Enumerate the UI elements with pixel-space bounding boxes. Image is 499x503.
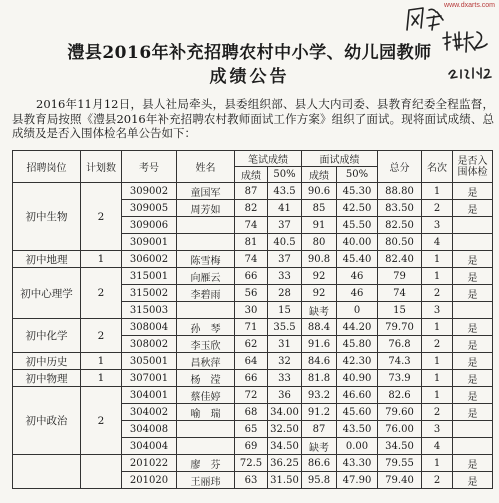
cell-name: 喻 瑞 [177,404,235,421]
header-written: 笔试成绩 [235,151,302,167]
cell-total: 74.3 [378,353,422,370]
notice-title: 澧县2016年补充招聘农村中小学、幼儿园教师 [67,43,432,63]
cell-pass: 是 [453,404,493,421]
cell-total: 80.50 [378,234,422,251]
cell-interview-score: 93.2 [302,387,337,404]
cell-written-score: 81 [235,234,268,251]
cell-interview-score: 91.6 [302,336,337,353]
cell-rank: 1 [422,183,453,200]
cell-exam-id: 304001 [122,387,177,404]
table-row [13,251,493,268]
cell-rank: 2 [422,336,453,353]
cell-total: 79.60 [378,404,422,421]
cell-name: 童国军 [177,183,235,200]
cell-interview-score: 缺考 [302,438,337,455]
cell-written-score: 87 [235,183,268,200]
cell-total: 82.40 [378,251,422,268]
cell-name: 周芳如 [177,200,235,217]
cell-pass [453,438,493,455]
cell-written-pct: 28 [268,285,302,302]
cell-interview-pct: 46 [337,268,378,285]
cell-name: 李碧雨 [177,285,235,302]
cell-name: 李玉欣 [177,336,235,353]
cell-total: 74 [378,285,422,302]
cell-written-pct: 32.50 [268,421,302,438]
header-interview-pct: 50% [337,167,378,183]
cell-pass: 是 [453,370,493,387]
cell-written-pct: 41 [268,200,302,217]
cell-written-pct: 43.5 [268,183,302,200]
cell-interview-pct: 42.50 [337,200,378,217]
table-row [13,455,493,472]
cell-plan: 2 [81,268,122,319]
cell-exam-id: 304002 [122,404,177,421]
cell-interview-score: 缺考 [302,302,337,319]
cell-exam-id: 304004 [122,438,177,455]
cell-interview-pct: 45.40 [337,251,378,268]
cell-post: 初中物理 [13,370,81,387]
cell-written-pct: 40.5 [268,234,302,251]
cell-exam-id: 309002 [122,183,177,200]
scores-table [12,150,493,489]
cell-written-pct: 33 [268,370,302,387]
cell-interview-score: 92 [302,268,337,285]
cell-pass: 是 [453,336,493,353]
cell-rank: 1 [422,268,453,285]
cell-written-score: 56 [235,285,268,302]
cell-interview-pct: 43.30 [337,455,378,472]
cell-written-pct: 32 [268,353,302,370]
cell-interview-pct: 46.60 [337,387,378,404]
cell-plan: 2 [81,319,122,353]
cell-interview-score: 86.6 [302,455,337,472]
cell-exam-id: 309006 [122,217,177,234]
cell-name: 廖 芬 [177,455,235,472]
cell-plan: 2 [81,183,122,251]
cell-written-score: 69 [235,438,268,455]
cell-interview-score: 91.2 [302,404,337,421]
cell-exam-id: 307001 [122,370,177,387]
cell-interview-pct: 47.90 [337,472,378,489]
cell-interview-score: 92 [302,285,337,302]
header-interview-score: 成绩 [302,167,337,183]
header-written-pct: 50% [268,167,302,183]
cell-written-score: 64 [235,353,268,370]
cell-pass [453,217,493,234]
cell-interview-score: 95.8 [302,472,337,489]
cell-pass [453,302,493,319]
cell-name [177,438,235,455]
table-row [13,387,493,404]
cell-written-pct: 33 [268,268,302,285]
cell-name: 杨 滢 [177,370,235,387]
cell-exam-id: 308002 [122,336,177,353]
cell-interview-pct: 43.50 [337,421,378,438]
cell-total: 79.70 [378,319,422,336]
cell-interview-pct: 0 [337,302,378,319]
cell-total: 82.50 [378,217,422,234]
cell-rank: 1 [422,370,453,387]
cell-written-score: 71 [235,319,268,336]
cell-total: 76.8 [378,336,422,353]
cell-interview-score: 91 [302,217,337,234]
cell-written-score: 30 [235,302,268,319]
cell-pass [453,234,493,251]
header-name: 姓名 [177,151,235,183]
cell-interview-score: 90.8 [302,251,337,268]
cell-interview-pct: 0.00 [337,438,378,455]
cell-rank: 3 [422,302,453,319]
cell-post: 初中地理 [13,251,81,268]
cell-name: 昌秋萍 [177,353,235,370]
cell-interview-score: 84.6 [302,353,337,370]
cell-name [177,302,235,319]
cell-rank: 2 [422,472,453,489]
cell-written-score: 65 [235,421,268,438]
cell-name: 向雁云 [177,268,235,285]
cell-pass: 是 [453,387,493,404]
header-written-score: 成绩 [235,167,268,183]
cell-total: 83.50 [378,200,422,217]
cell-plan [81,455,122,489]
cell-interview-score: 87 [302,421,337,438]
cell-exam-id: 304008 [122,421,177,438]
cell-written-pct: 34.00 [268,404,302,421]
cell-interview-pct: 42.30 [337,353,378,370]
table-row [13,268,493,285]
cell-exam-id: 201022 [122,455,177,472]
cell-rank: 2 [422,200,453,217]
cell-total: 79.55 [378,455,422,472]
cell-plan: 1 [81,353,122,370]
header-post: 招聘岗位 [13,151,81,183]
cell-pass: 是 [453,319,493,336]
cell-rank: 1 [422,455,453,472]
cell-rank: 3 [422,421,453,438]
cell-written-pct: 31.50 [268,472,302,489]
notice-subtitle: 成绩公告 [209,67,290,87]
header-plan: 计划数 [81,151,122,183]
cell-written-pct: 34.50 [268,438,302,455]
cell-interview-score: 81.8 [302,370,337,387]
cell-written-score: 68 [235,404,268,421]
cell-written-pct: 35.5 [268,319,302,336]
cell-pass: 是 [453,285,493,302]
cell-post [13,455,81,489]
cell-name: 王丽玮 [177,472,235,489]
cell-rank: 1 [422,251,453,268]
cell-name [177,234,235,251]
cell-rank: 4 [422,234,453,251]
cell-pass: 是 [453,200,493,217]
cell-written-score: 72 [235,387,268,404]
cell-rank: 2 [422,404,453,421]
cell-written-score: 74 [235,251,268,268]
cell-post: 初中历史 [13,353,81,370]
cell-interview-score: 90.6 [302,183,337,200]
cell-interview-pct: 45.30 [337,183,378,200]
cell-total: 15 [378,302,422,319]
cell-written-score: 66 [235,268,268,285]
cell-written-pct: 37 [268,251,302,268]
cell-written-score: 74 [235,217,268,234]
cell-pass: 是 [453,251,493,268]
cell-total: 73.9 [378,370,422,387]
cell-exam-id: 309001 [122,234,177,251]
cell-exam-id: 308004 [122,319,177,336]
cell-interview-pct: 46 [337,285,378,302]
cell-interview-pct: 45.60 [337,404,378,421]
cell-written-pct: 31 [268,336,302,353]
cell-exam-id: 305001 [122,353,177,370]
cell-exam-id: 306002 [122,251,177,268]
cell-interview-score: 85 [302,200,337,217]
cell-name [177,217,235,234]
header-interview: 面试成绩 [302,151,378,167]
table-row [13,370,493,387]
header-rank: 名次 [422,151,453,183]
cell-exam-id: 315003 [122,302,177,319]
cell-plan: 1 [81,251,122,268]
cell-pass: 是 [453,268,493,285]
cell-pass [453,421,493,438]
cell-interview-score: 88.4 [302,319,337,336]
cell-rank: 3 [422,217,453,234]
cell-exam-id: 315001 [122,268,177,285]
table-row [13,353,493,370]
cell-rank: 1 [422,387,453,404]
cell-total: 79.40 [378,472,422,489]
cell-pass: 是 [453,472,493,489]
cell-rank: 4 [422,438,453,455]
cell-written-pct: 36 [268,387,302,404]
cell-total: 76.00 [378,421,422,438]
cell-post: 初中心理学 [13,268,81,319]
header-total: 总分 [378,151,422,183]
table-row [13,319,493,336]
cell-written-score: 72.5 [235,455,268,472]
cell-written-score: 82 [235,200,268,217]
cell-name: 陈雪梅 [177,251,235,268]
cell-written-pct: 37 [268,217,302,234]
cell-name [177,421,235,438]
cell-written-score: 63 [235,472,268,489]
cell-post: 初中政治 [13,387,81,455]
cell-rank: 2 [422,285,453,302]
cell-post: 初中化学 [13,319,81,353]
cell-total: 79 [378,268,422,285]
cell-interview-pct: 45.80 [337,336,378,353]
cell-interview-pct: 45.50 [337,217,378,234]
cell-written-pct: 36.25 [268,455,302,472]
scores-body [13,183,493,489]
table-row [13,183,493,200]
cell-total: 34.50 [378,438,422,455]
cell-written-score: 62 [235,336,268,353]
cell-interview-pct: 44.20 [337,319,378,336]
cell-interview-pct: 40.90 [337,370,378,387]
header-pass: 是否入围体检 [453,151,493,183]
notice-intro: 2016年11月12日，县人社局牵头，县委组织部、县人大内司委、县教育纪委全程监督，县教育局按照《澧县2016年补充招聘农村教师面试工作方案》组织了面试。现将面试成绩、总成绩及是否入围体检名单公告如下： [12,97,494,140]
cell-pass: 是 [453,183,493,200]
cell-exam-id: 315002 [122,285,177,302]
cell-name: 蔡佳婷 [177,387,235,404]
cell-written-pct: 15 [268,302,302,319]
cell-exam-id: 309005 [122,200,177,217]
cell-interview-score: 80 [302,234,337,251]
cell-pass: 是 [453,353,493,370]
cell-rank: 1 [422,319,453,336]
cell-rank: 1 [422,353,453,370]
watermark: www.dxarts.com [444,2,495,9]
cell-pass: 是 [453,455,493,472]
cell-post: 初中生物 [13,183,81,251]
header-exam-id: 考号 [122,151,177,183]
cell-interview-pct: 40.00 [337,234,378,251]
cell-total: 82.6 [378,387,422,404]
cell-total: 88.80 [378,183,422,200]
cell-written-score: 66 [235,370,268,387]
cell-plan: 1 [81,370,122,387]
cell-name: 孙 琴 [177,319,235,336]
cell-exam-id: 201020 [122,472,177,489]
cell-plan: 2 [81,387,122,455]
